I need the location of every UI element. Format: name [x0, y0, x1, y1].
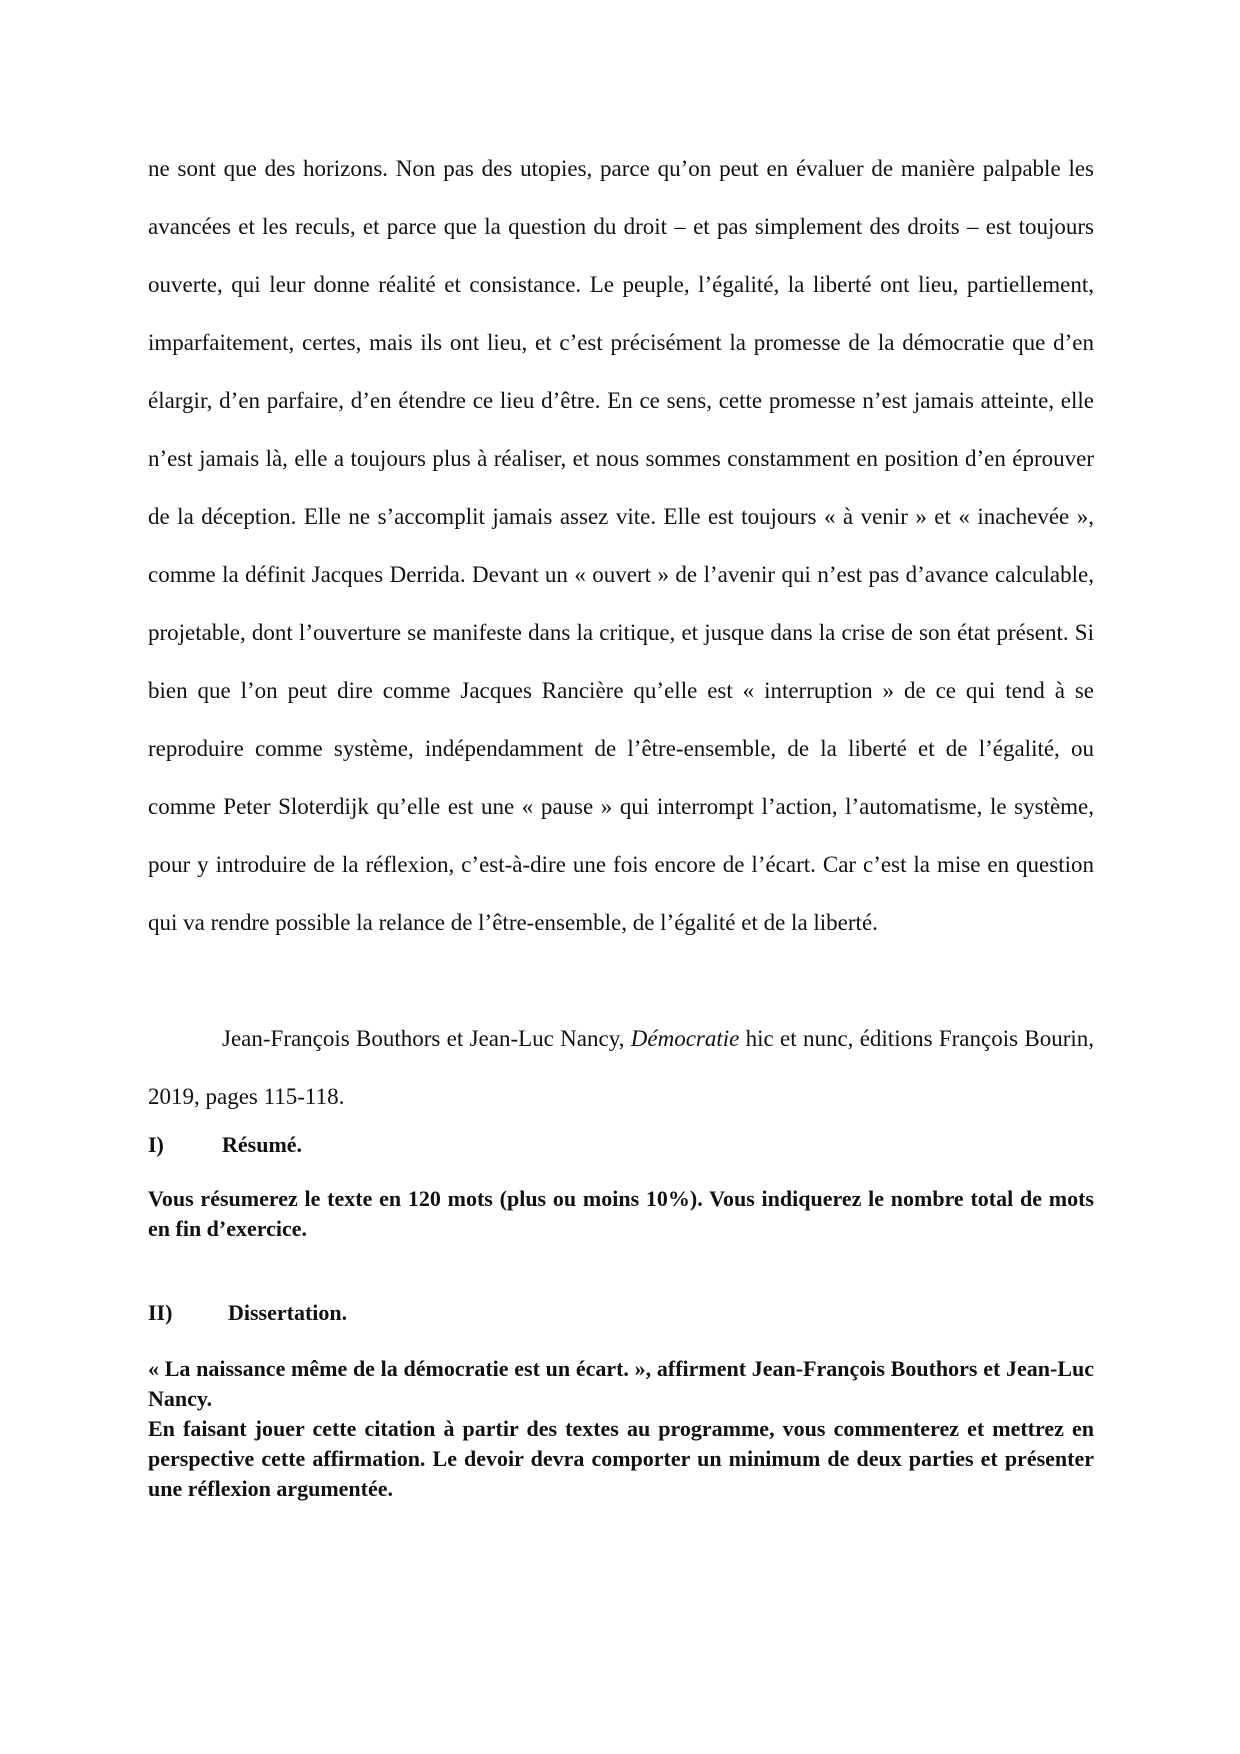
section-number: I) — [148, 1132, 164, 1157]
section-title: Dissertation. — [228, 1300, 348, 1325]
passage-paragraph: ne sont que des horizons. Non pas des utopies, parce qu’on peut en évaluer de manière palpable les avancées et les reculs, et parce que la question du droit – et pas simplement des droits – est toujours ouverte, qui leur donne réalité et consistance. Le peuple, l’égalité, la liberté ont lieu, partiellement, imparfaitement, certes, mais ils ont lieu, et c’est précisément la promesse de la démocratie que d’en élargir, d’en parfaire, d’en étendre ce lieu d’être. En ce sens, cette promesse n’est jamais atteinte, elle n’est jamais là, elle a toujours plus à réaliser, et nous sommes constamment en position d’en éprouver de la déception. Elle ne s’accomplit jamais assez vite. Elle est toujours « à venir » et « inachevée », comme la définit Jacques Derrida. Devant un « ouvert » de l’avenir qui n’est pas d’avance calculable, projetable, dont l’ouverture se manifeste dans la critique, et jusque dans la crise de son état présent. Si bien que l’on peut dire comme Jacques Rancière qu’elle est « interruption » de ce qui tend à se reproduire comme système, indépendamment de l’être-ensemble, de la liberté et de l’égalité, ou comme Peter Sloterdijk qu’elle est une « pause » qui interrompt l’action, l’automatisme, le système, pour y introduire de la réflexion, c’est-à-dire une fois encore de l’écart. Car c’est la mise en question qui va rendre possible la relance de l’être-ensemble, de l’égalité et de la liberté. — [148, 156, 1094, 935]
section-heading-resume — [148, 1130, 302, 1160]
dissertation-quote: « La naissance même de la démocratie est un écart. », affirment Jean-François Bouthors et Jean-Luc Nancy. — [148, 1356, 1094, 1411]
source-details: hic et nunc, éditions François Bourin, 2019, pages 115-118. — [148, 1026, 1094, 1109]
source-authors: Jean-François Bouthors et Jean-Luc Nancy, — [222, 1026, 631, 1051]
section-heading-dissertation — [148, 1298, 347, 1328]
source-citation — [148, 1010, 1094, 1126]
dissertation-instructions — [148, 1354, 1094, 1504]
source-title: Démocratie — [630, 1026, 740, 1051]
dissertation-task: En faisant jouer cette citation à partir des textes au programme, vous commenterez et mettrez en perspective cette affirmation. Le devoir devra comporter un minimum de deux parties et présenter une réflexion argumentée. — [148, 1416, 1094, 1501]
section-title: Résumé. — [222, 1132, 303, 1157]
resume-instructions: Vous résumerez le texte en 120 mots (plus ou moins 10%). Vous indiquerez le nombre total de mots en fin d’exercice. — [148, 1186, 1094, 1241]
section-number: II) — [148, 1300, 173, 1325]
